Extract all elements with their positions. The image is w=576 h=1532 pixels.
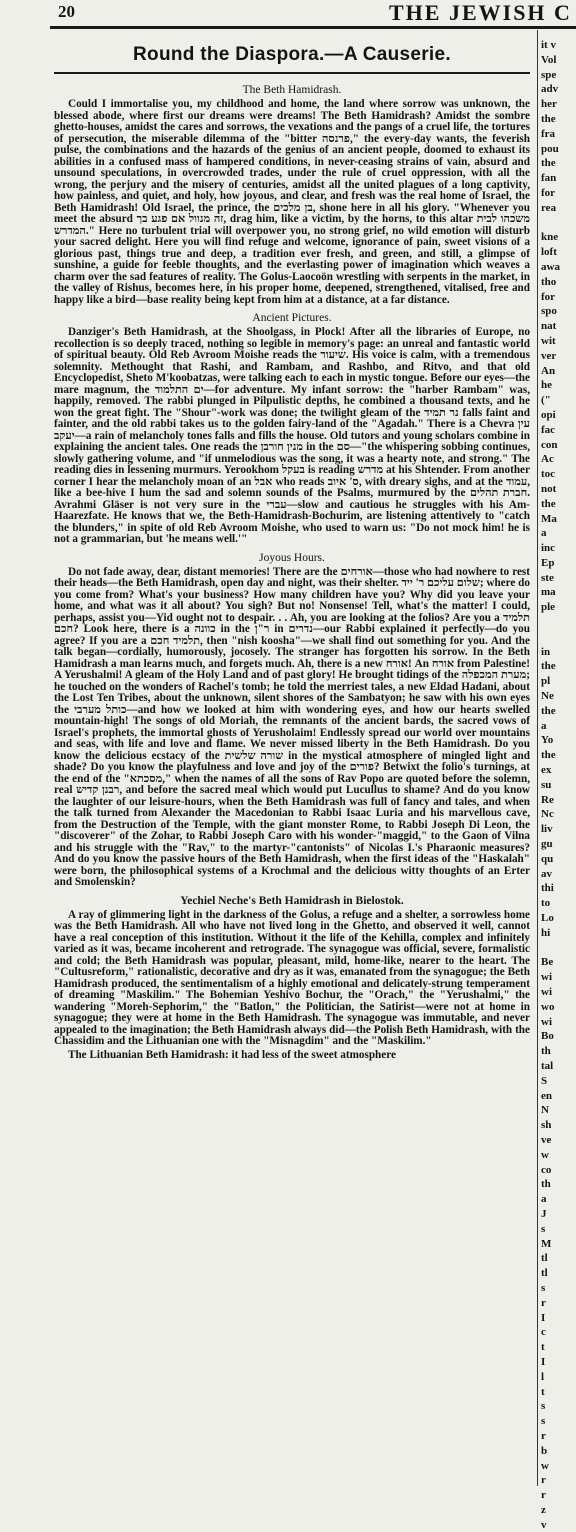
section-heading: Ancient Pictures.: [252, 312, 332, 324]
adjacent-column-fragment: Yo: [541, 734, 554, 747]
adjacent-column-fragment: su: [541, 778, 552, 791]
column-divider: [537, 30, 538, 1486]
paragraph: A ray of glimmering light in the darkness of the Golus, a refuge and a shelter, a sorrowless home was the Beth Hamidrash. All who have not lived long in the Ghetto, and observed it well, cannot have a real conception of this institution. Without it the life of the Kehilla, complex and infinitely varied as it was, became incoherent and retrograde. The synagogue was official, severe, formalistic and cold; the Beth Hamidrash was popular, pleasant, mild, home-like, nearer to the heart. The "Cultusreform," rationalistic, decorative and dry as it was, emanated from the synagogue; the Beth Hamidrash produced, the sentimentalism of a highly emotional and delicately-strung temperament of dreaming "Maskilim." The Bohemian Yeshivo Bochur, the "Orach," the "Yerushalmi," the wandering "Moreh-Sephorim," the "Batlon," the Politician, the Satirist—were not at home in synagogue; they were at home in the Beth Hamidrash. The synagogue was immutable, and never appealed to the imagination; the Beth Hamidrash always did—the Polish Beth Hamidrash, with the Chassidim and the Lithuanian one with the "Misnagdim" and the "Maskilim.": [54, 908, 530, 1047]
adjacent-column-fragment: pl: [541, 675, 551, 688]
adjacent-column-fragment: wi: [541, 971, 552, 984]
adjacent-column-fragment: her: [541, 98, 557, 111]
adjacent-column-fragment: kne: [541, 231, 559, 244]
adjacent-column-fragment: rea: [541, 201, 557, 214]
adjacent-column-fragment: sh: [541, 1119, 552, 1132]
adjacent-column-fragment: to: [541, 897, 551, 910]
adjacent-column-fragment: the: [541, 660, 556, 673]
section-heading: Yechiel Neche's Beth Hamidrash in Bielostok.: [180, 894, 404, 907]
adjacent-column-fragment: the: [541, 112, 556, 125]
adjacent-column-fragment: r: [541, 1489, 546, 1502]
adjacent-column-fragment: nat: [541, 320, 557, 333]
adjacent-column-fragment: l: [541, 1370, 545, 1383]
adjacent-column-fragment: w: [541, 1148, 549, 1161]
adjacent-column-fragment: b: [541, 1444, 548, 1457]
adjacent-column-fragment: liv: [541, 823, 553, 836]
adjacent-column-fragment: toc: [541, 468, 556, 481]
adjacent-column-fragment: tal: [541, 1059, 554, 1072]
adjacent-column-fragment: the: [541, 157, 556, 170]
adjacent-column-fragment: Bo: [541, 1030, 554, 1043]
adjacent-column-fragment: z: [541, 1503, 546, 1516]
adjacent-column-fragment: spe: [541, 68, 557, 81]
masthead: THE JEWISH C: [389, 0, 572, 25]
adjacent-column-fragment: t: [541, 1385, 545, 1398]
adjacent-column-fragment: M: [541, 1237, 552, 1250]
adjacent-column-fragment: awa: [541, 260, 560, 273]
adjacent-column-fragment: (": [541, 394, 551, 407]
adjacent-column-fragment: loft: [541, 246, 557, 259]
adjacent-column-fragment: hi: [541, 926, 551, 939]
title-rule: [54, 72, 530, 74]
adjacent-column-fragment: con: [541, 438, 558, 451]
adjacent-column-fragment: not: [541, 482, 557, 495]
adjacent-column-fragment: J: [541, 1207, 547, 1220]
adjacent-column-fragment: tl: [541, 1267, 548, 1280]
adjacent-column-fragment: a: [541, 1193, 547, 1206]
adjacent-column-fragment: he: [541, 379, 552, 392]
adjacent-column-fragment: co: [541, 1163, 552, 1176]
adjacent-column-fragment: s: [541, 1400, 546, 1413]
article-column: [54, 40, 530, 1485]
adjacent-column-fragment: Ac: [541, 453, 554, 466]
adjacent-column-fragment: Ne: [541, 690, 554, 703]
adjacent-column-fragment: N: [541, 1104, 549, 1117]
adjacent-column-fragment: r: [541, 1296, 546, 1309]
page-header: [0, 0, 576, 40]
adjacent-column-fragment: v: [541, 1518, 547, 1531]
adjacent-column-fragment: the: [541, 497, 556, 510]
adjacent-column-fragment: I: [541, 1355, 546, 1368]
adjacent-column-fragment: An: [541, 364, 556, 377]
adjacent-column-fragment: inc: [541, 542, 556, 555]
adjacent-column-fragment: av: [541, 867, 552, 880]
adjacent-column-fragment: r: [541, 1474, 546, 1487]
adjacent-column-fragment: tho: [541, 275, 557, 288]
adjacent-column-fragment: tl: [541, 1252, 548, 1265]
adjacent-column-fragment: ex: [541, 764, 552, 777]
paragraph: Could I immortalise you, my childhood and home, the land where sorrow was unknown, the blessed abode, where first our dreams were dreams! The Beth Hamidrash? Amidst the sombre ghetto-houses, amidst the cares and sorrows, the vexations and the pangs of a cruel life, the tortures of persecution, the miserable dilemma of the "bitter פרנסה," the every-day wants, the feverish pulse, the combinations and the hazards of the genius of an ancient people, doomed to exhaust its abilities in a confused mass of hampered conditions, in never-ceasing strains of vain, absurd and unsound speculations, in overcrowded trades, under the rule of cruel oppression, with all the wrong, the perjury and the misery of centuries, amidst all the united plagues of a long captivity, how painless, and quiet, and holy, how joyous, and clear, and fresh was the real home of Israel, the Beth Hamidrash! Old Israel, the prince, the בן מלכים, shone here in all his glory. "Whenever you meet the absurd זה מנוול אם פגע בך, drag him, like a victim, by the horns, to this altar משכהו לבית המדרש." Here no turbulent trial will overpower you, no strong grief, no wild emotion will disturb your sacred delight. Here you will find refuge and welcome, ignorance of pain, sweet visions of a glorious past, things true and deep, a tradition ever fresh, and green, and still, a glimpse of sunshine, a guide for feeble thoughts, and the everlasting power of imagination which weaves a charm over the sad features of reality. The Golus-Laocoön wrestling with serpents in the market, in the valley of Rishus, becomes here, in his proper home, deepened, strengthened, vitalised, free and happy like a bird—base reality being kept from him at a distance, at a far distance.: [54, 98, 530, 306]
adjacent-column-fragment: Vol: [541, 53, 557, 66]
adjacent-column-fragment: t: [541, 1341, 545, 1354]
adjacent-column-fragment: Nc: [541, 808, 554, 821]
paragraph: Danziger's Beth Hamidrash, at the Shoolgass, in Plock! After all the libraries of Europe, no recollection is so deeply traced, nothing so legible in memory's page: an unreal and fantastic world of spiritual beauty. Old Reb Avroom Moishe reads the שיעור. His voice is calm, with a tremendous solemnity. Methought that Rashi, and Rambam, and Rashbo, and Ritvo, and that old Encyclopedist, Sheto M'koobatzas, were talking each to each in mystic tongue. Before our eyes—the mare magnum, the ים התלמוד—for adventure. My infant sorrow: the "harber Rambam" was, happily, removed. The rabbi plunged in Pilpulistic depths, he combined a thousand texts, and he won the great fight. The "Shour"-work was done; the twilight gleam of the נר תמיד falls faint and fainter, and the old rabbi takes us to the golden fairy-land of the "Agadah." There is a Chevra עין יעקב—a rain of melancholy tones falls and fills the house. Old tutors and young scholars combine in explaining the ancient tales. One reads the מנין חורבן in the סם—"the whispering sobbing continues, slowly gathering volume, and "if unmelodious was the song, it was a hearty note, and strong." The reading dies in lessening murmurs. Yerookhom בעקל is reading מדרש at his Shtender. From another corner I hear the melancholy moan of an אבל who reads ס' איוב, with dreary sighs, and at the עמוד, like a bee-hive I hum the sad and solemn sounds of the Psalms, murmured by the חברת תהלים. Avrahmi Gläser is not very sure in the עברי—slow and cautious he struggles with his Am-Haarezfate. He knows that we, the Beth-Hamidrash-Bochurim, are listening attentively to "catch the blunders," in spite of old Reb Avroom Moishe, who used to warn us: "Do not mock him! he is not a grammarian, but 'he means well.'": [54, 326, 531, 545]
adjacent-column-fragment: spo: [541, 305, 557, 318]
adjacent-column-fragment: th: [541, 1178, 551, 1191]
adjacent-column-fragment: th: [541, 1045, 551, 1058]
adjacent-column-fragment: [541, 941, 576, 956]
adjacent-column-fragment: the: [541, 704, 556, 717]
adjacent-column: [541, 38, 576, 1531]
adjacent-column-fragment: S: [541, 1074, 548, 1087]
adjacent-column-fragment: [541, 615, 576, 630]
adjacent-column-fragment: r: [541, 1429, 546, 1442]
adjacent-column-fragment: s: [541, 1281, 546, 1294]
adjacent-column-fragment: ve: [541, 1133, 552, 1146]
adjacent-column-fragment: Ma: [541, 512, 557, 525]
adjacent-column-fragment: Lo: [541, 912, 554, 925]
adjacent-column-fragment: Re: [541, 793, 554, 806]
adjacent-column-fragment: for: [541, 290, 556, 303]
adjacent-column-fragment: Ep: [541, 556, 555, 569]
adjacent-column-fragment: ver: [541, 349, 557, 362]
adjacent-column-fragment: in: [541, 645, 551, 658]
adjacent-column-fragment: Be: [541, 956, 554, 969]
adjacent-column-fragment: opi: [541, 408, 556, 421]
adjacent-column-fragment: gu: [541, 838, 553, 851]
adjacent-column-fragment: wo: [541, 1000, 555, 1013]
adjacent-column-fragment: s: [541, 1222, 546, 1235]
adjacent-column-fragment: ste: [541, 571, 554, 584]
adjacent-column-fragment: wi: [541, 986, 552, 998]
continued-line: The Lithuanian Beth Hamidrash: it had less of the sweet atmosphere: [68, 1048, 396, 1061]
adjacent-column-fragment: en: [541, 1089, 552, 1102]
article-title: Round the Diaspora.—A Causerie.: [133, 44, 451, 65]
adjacent-column-fragment: a: [541, 527, 547, 540]
adjacent-column-fragment: qu: [541, 852, 554, 865]
adjacent-column-fragment: the: [541, 749, 556, 762]
adjacent-column-fragment: it v: [541, 39, 556, 51]
adjacent-column-fragment: s: [541, 1415, 546, 1428]
section-heading: The Beth Hamidrash.: [242, 84, 342, 96]
adjacent-column-fragment: I: [541, 1311, 546, 1324]
adjacent-column-fragment: [541, 630, 576, 645]
adjacent-column-fragment: w: [541, 1459, 549, 1472]
adjacent-column-fragment: ple: [541, 601, 556, 614]
adjacent-column-fragment: thi: [541, 882, 554, 895]
adjacent-column-fragment: for: [541, 186, 556, 199]
page-number: 20: [58, 2, 75, 21]
header-rule: [50, 26, 576, 29]
adjacent-column-fragment: wi: [541, 1015, 552, 1028]
adjacent-column-fragment: c: [541, 1326, 546, 1339]
adjacent-column-fragment: adv: [541, 83, 559, 96]
adjacent-column-fragment: fac: [541, 423, 556, 436]
section-heading: Joyous Hours.: [259, 551, 325, 564]
adjacent-column-fragment: fan: [541, 172, 557, 185]
adjacent-column-fragment: pou: [541, 142, 559, 155]
adjacent-column-fragment: wit: [541, 334, 556, 347]
paragraph: Do not fade away, dear, distant memories! There are the אורחים—those who had nowhere to rest their heads—the Beth Hamidrash, open day and night, was their shelter. שלום עליכם ר' ייד; where do you come from? What's your business? How many children have you? Why did you leave your home, and what was it all about? You sigh? But no! Nonsense! Tell, what's the matter! I could, perhaps, assist you—Yid ought not to despair. . . Ah, you are looking at the folios? Are you a תלמיד חכם? Look here, there is a כוונה in the ר"ן in נדרים—our Rabbi explained it perfectly—do you agree? If you are a תלמיד חכם, then "nish koosha"—we shall find out something for you. And the talk began—cordially, humorously, jocosely. The stranger has forgotten his sorrow. In the Beth Hamidrash a man learns much, and forgets much. Ah, there is a new אורח! An אורח from Palestine! A Yerushalmi! A gleam of the Holy Land and of past glory! He brought tidings of the מערת המכפלה; he touched on the wonders of Rachel's tomb; he told the merriest tales, a new Eldad Hadani, about the Lost Ten Tribes, about the unknown, silent shores of the Sambatyon; he saw with his own eyes the כותל מערבי—and how we looked at him with wondering eyes, and how our hearts swelled mountain-high! The songs of old Moriah, the remnants of the ancient bards, the sacred vows of Israel's prophets, the immortal ghosts of Yerusholaim! Endlessly spread our world over mountains and seas, with life and love and flame. We never missed liberty in the Beth Hamidrash. Do you know the delicious ecstacy of the שורה שלשית in the mystical atmosphere of mingled light and shade? Do you know the playfulness and love and joy of the פורים? Betwixt the folio's turnings, at the end of the "מסכתא," when the names of all the sons of Rav Popo are quoted before the solemn, real רבנן קדיש, and before the sacred meal which would put Lucullus to shame? And do you know the laughter of our leisure-hours, when the Beth Hamidrash was full of fancy and tales, and when the talk turned from Alexander the Macedonian to Rabbi Isaac Luria and his marvellous cave, from the Destruction of the Temple, with the giant monster Rome, to Rabbi Joseph Di Leon, the "discoverer" of the Zohar, to Rabbi Joseph Caro with his wonder-"maggid," to the Gaon of Vilna and his struggle with the "Rav," to the martyr-"cantonists" of Nicolas I.'s Pharaonic measures? And do you know the passive hours of the Beth Hamidrash, when the first ideas of the "Haskalah" were born, the philosophical systems of a Krochmal and the delicious witty thoughts of an Erter and Smolenskin?: [54, 565, 531, 888]
adjacent-column-fragment: [541, 216, 576, 231]
adjacent-column-fragment: ma: [541, 586, 556, 599]
adjacent-column-fragment: fra: [541, 127, 556, 140]
adjacent-column-fragment: a: [541, 719, 547, 732]
